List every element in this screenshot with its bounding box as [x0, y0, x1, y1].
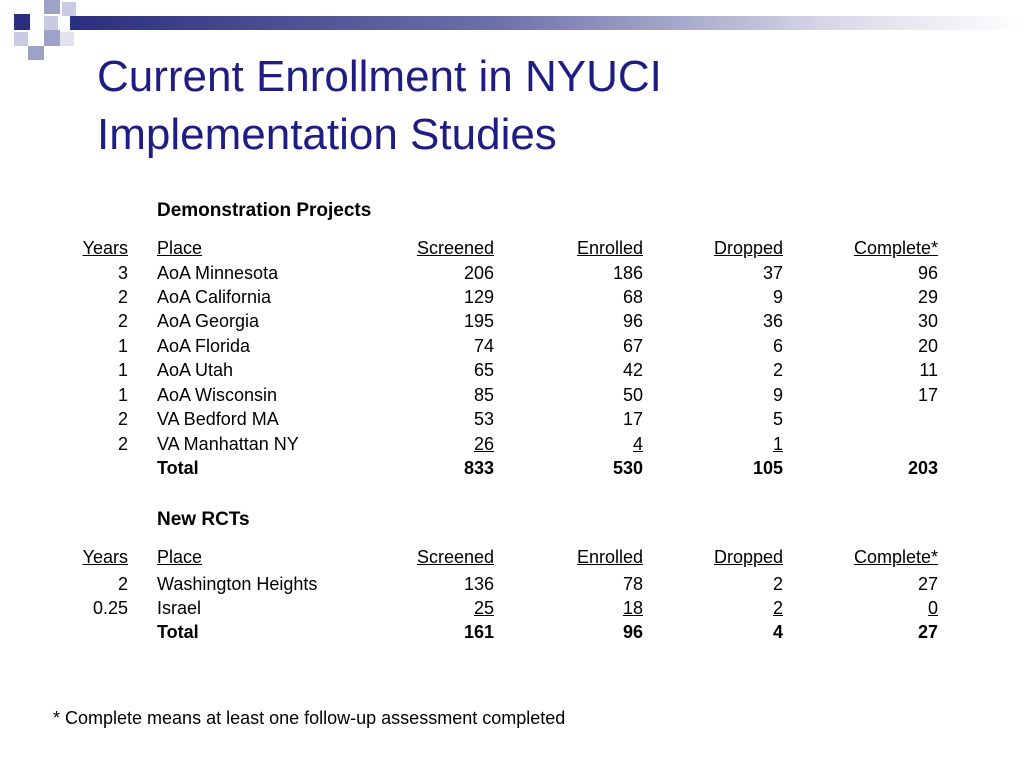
demo-section-title: Demonstration Projects [157, 200, 372, 221]
cell-complete: 17 [917, 385, 938, 405]
rct-section-title: New RCTs [157, 509, 250, 530]
cell-dropped: 1 [772, 434, 783, 454]
total-label: Total [157, 622, 199, 642]
cell-place: Washington Heights [157, 574, 318, 594]
col-header-years: Years [82, 238, 128, 258]
table-row [0, 434, 1024, 458]
cell-years: 1 [117, 336, 128, 356]
cell-screened: 85 [473, 385, 494, 405]
cell-screened: 25 [473, 598, 494, 618]
table-row [0, 574, 1024, 598]
col-header-screened: Screened [416, 238, 494, 258]
cell-enrolled: 17 [622, 409, 643, 429]
total-enrolled: 530 [612, 458, 643, 478]
col-header-place: Place [157, 238, 203, 258]
total-screened: 161 [463, 622, 494, 642]
decor-square [44, 0, 60, 14]
cell-dropped: 5 [772, 409, 783, 429]
decor-square [62, 2, 76, 16]
cell-enrolled: 68 [622, 287, 643, 307]
cell-complete: 96 [917, 263, 938, 283]
cell-dropped: 2 [772, 360, 783, 380]
total-enrolled: 96 [622, 622, 643, 642]
cell-place: AoA Georgia [157, 311, 260, 331]
total-dropped: 105 [752, 458, 783, 478]
decor-square [28, 46, 44, 60]
col-header-screened: Screened [416, 547, 494, 567]
cell-dropped: 36 [762, 311, 783, 331]
decor-square [14, 32, 28, 46]
cell-years: 1 [117, 360, 128, 380]
cell-screened: 53 [473, 409, 494, 429]
cell-dropped: 9 [772, 287, 783, 307]
cell-years: 2 [117, 434, 128, 454]
cell-complete: 11 [919, 360, 938, 380]
decor-square [60, 32, 74, 46]
rct-total-row [0, 622, 1024, 646]
total-label: Total [157, 458, 199, 478]
page-title [97, 48, 662, 164]
cell-place: VA Manhattan NY [157, 434, 299, 454]
col-header-complete: Complete* [853, 238, 938, 258]
cell-screened: 136 [463, 574, 494, 594]
cell-screened: 129 [463, 287, 494, 307]
table-row [0, 336, 1024, 360]
cell-place: AoA Florida [157, 336, 251, 356]
cell-enrolled: 78 [622, 574, 643, 594]
cell-complete: 27 [917, 574, 938, 594]
total-screened: 833 [463, 458, 494, 478]
demo-header-row [0, 238, 1024, 262]
cell-years: 2 [117, 311, 128, 331]
cell-years: 1 [117, 385, 128, 405]
col-header-years: Years [82, 547, 128, 567]
cell-place: Israel [157, 598, 202, 618]
cell-enrolled: 4 [632, 434, 643, 454]
cell-screened: 65 [473, 360, 494, 380]
rct-header-row [0, 547, 1024, 571]
decor-square [44, 16, 58, 30]
cell-place: VA Bedford MA [157, 409, 279, 429]
table-row [0, 385, 1024, 409]
cell-enrolled: 96 [622, 311, 643, 331]
cell-years: 2 [117, 409, 128, 429]
cell-screened: 26 [473, 434, 494, 454]
table-row [0, 263, 1024, 287]
cell-dropped: 37 [762, 263, 783, 283]
cell-enrolled: 18 [622, 598, 643, 618]
decor-square [14, 14, 30, 30]
total-complete: 27 [917, 622, 938, 642]
total-complete: 203 [907, 458, 938, 478]
cell-years: 3 [117, 263, 128, 283]
col-header-enrolled: Enrolled [576, 547, 643, 567]
col-header-place: Place [157, 547, 203, 567]
cell-years: 2 [117, 574, 128, 594]
col-header-enrolled: Enrolled [576, 238, 643, 258]
cell-place: AoA Utah [157, 360, 234, 380]
header-bar [70, 16, 1024, 30]
cell-screened: 74 [473, 336, 494, 356]
title-line-1: Current Enrollment in NYUCI [97, 52, 662, 101]
cell-complete: 30 [917, 311, 938, 331]
cell-dropped: 9 [772, 385, 783, 405]
cell-place: AoA Minnesota [157, 263, 279, 283]
footnote: * Complete means at least one follow-up assessment completed [53, 708, 566, 728]
cell-complete: 20 [917, 336, 938, 356]
cell-dropped: 2 [772, 598, 783, 618]
table-row [0, 287, 1024, 311]
table-row [0, 409, 1024, 433]
cell-screened: 206 [463, 263, 494, 283]
cell-screened: 195 [463, 311, 494, 331]
cell-enrolled: 186 [612, 263, 643, 283]
cell-years: 0.25 [92, 598, 128, 618]
total-dropped: 4 [772, 622, 783, 642]
cell-years: 2 [117, 287, 128, 307]
cell-complete: 29 [917, 287, 938, 307]
cell-place: AoA Wisconsin [157, 385, 278, 405]
demo-total-row [0, 458, 1024, 482]
table-row [0, 360, 1024, 384]
table-row [0, 598, 1024, 622]
col-header-complete: Complete* [853, 547, 938, 567]
cell-place: AoA California [157, 287, 272, 307]
cell-dropped: 6 [772, 336, 783, 356]
cell-enrolled: 67 [622, 336, 643, 356]
table-row [0, 311, 1024, 335]
decor-square [44, 30, 60, 46]
cell-enrolled: 42 [622, 360, 643, 380]
cell-enrolled: 50 [622, 385, 643, 405]
cell-dropped: 2 [772, 574, 783, 594]
cell-complete: 0 [927, 598, 938, 618]
title-line-2: Implementation Studies [97, 110, 557, 159]
col-header-dropped: Dropped [713, 547, 783, 567]
col-header-dropped: Dropped [713, 238, 783, 258]
